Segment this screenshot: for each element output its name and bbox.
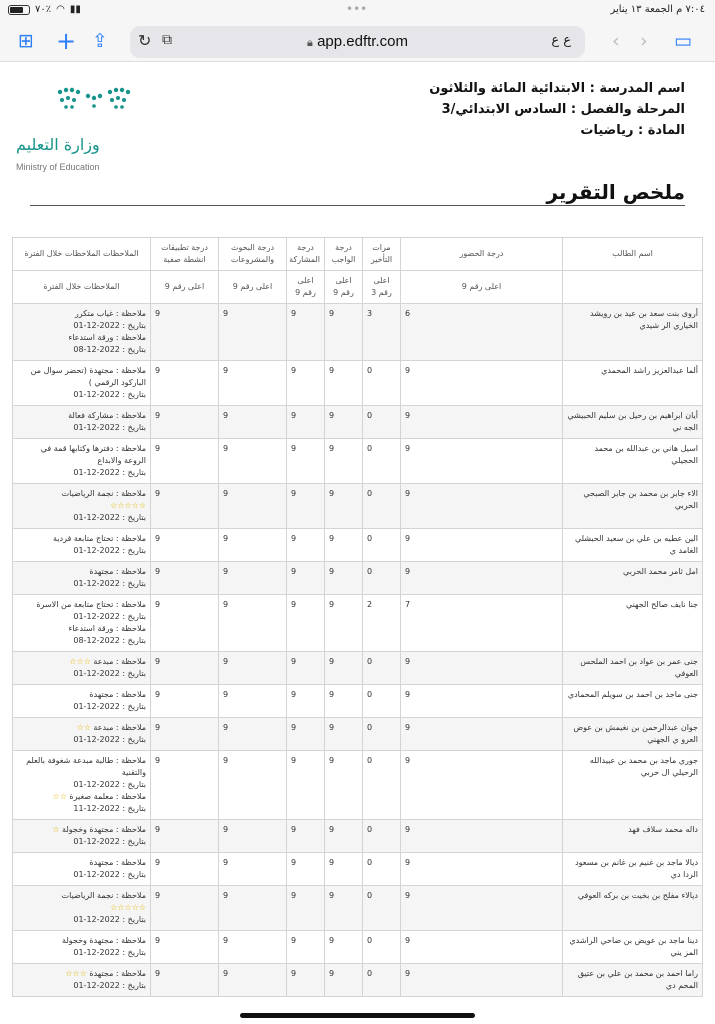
back-icon[interactable]: ‹ bbox=[612, 30, 620, 52]
forward-icon[interactable]: › bbox=[640, 30, 648, 52]
grade-cell: 9 bbox=[401, 685, 563, 718]
grade-cell: 6 bbox=[401, 304, 563, 361]
grade-cell: 9 bbox=[325, 529, 363, 562]
column-header: درجة البحوث والمشروعات bbox=[219, 238, 287, 271]
title-divider bbox=[30, 205, 685, 206]
grade-cell: 9 bbox=[287, 886, 325, 931]
notes-cell bbox=[13, 853, 151, 886]
grade-cell: 9 bbox=[401, 562, 563, 595]
grade-cell: 9 bbox=[287, 406, 325, 439]
table-row bbox=[13, 886, 703, 931]
note-line: بتاريخ : 2022-12-01 bbox=[73, 702, 146, 711]
grade-cell: 9 bbox=[325, 595, 363, 652]
grade-cell: 9 bbox=[219, 964, 287, 997]
column-subheader: اعلى رقم 9 bbox=[151, 271, 219, 304]
note-line: ☆☆☆☆☆ bbox=[110, 501, 146, 510]
notes-cell bbox=[13, 685, 151, 718]
column-subheader: اعلى رقم 9 bbox=[325, 271, 363, 304]
table-row bbox=[13, 562, 703, 595]
table-row bbox=[13, 595, 703, 652]
note-line: ملاحظة : ورقة استدعاء bbox=[68, 333, 146, 342]
grade-cell: 9 bbox=[219, 853, 287, 886]
grade-cell: 3 bbox=[363, 304, 401, 361]
grade-cell: 0 bbox=[363, 718, 401, 751]
grade-cell: 9 bbox=[287, 685, 325, 718]
grade-cell: 0 bbox=[363, 931, 401, 964]
grade-cell: 9 bbox=[219, 484, 287, 529]
table-row bbox=[13, 853, 703, 886]
grade-cell: 9 bbox=[401, 361, 563, 406]
grade-cell: 9 bbox=[219, 529, 287, 562]
grade-cell: 9 bbox=[287, 853, 325, 886]
grade-cell: 9 bbox=[401, 484, 563, 529]
student-name-cell: جوري ماجد بن محمد بن عبيدالله الرحيلي ال حربي bbox=[563, 751, 703, 820]
table-row bbox=[13, 439, 703, 484]
notes-cell bbox=[13, 886, 151, 931]
grade-cell: 9 bbox=[219, 931, 287, 964]
sidebar-icon[interactable]: ▭ bbox=[674, 30, 692, 52]
grade-cell: 0 bbox=[363, 751, 401, 820]
grade-cell: 9 bbox=[401, 718, 563, 751]
note-line: بتاريخ : 2022-12-11 bbox=[73, 804, 146, 813]
note-line: ملاحظة : مجتهدة bbox=[89, 567, 146, 576]
grade-cell: 9 bbox=[401, 751, 563, 820]
grade-cell: 9 bbox=[151, 886, 219, 931]
note-line: بتاريخ : 2022-12-08 bbox=[73, 636, 146, 645]
reader-button[interactable]: ع ع bbox=[551, 33, 571, 48]
lock-icon: 🔒︎ bbox=[307, 37, 313, 49]
grade-cell: 9 bbox=[151, 529, 219, 562]
notes-cell bbox=[13, 439, 151, 484]
note-line: بتاريخ : 2022-12-01 bbox=[73, 780, 146, 789]
grade-cell: 9 bbox=[287, 718, 325, 751]
extension-icon[interactable]: ⧉ bbox=[162, 32, 172, 48]
grade-cell: 0 bbox=[363, 361, 401, 406]
grade-cell: 9 bbox=[151, 820, 219, 853]
grade-cell: 9 bbox=[219, 562, 287, 595]
grade-cell: 9 bbox=[151, 718, 219, 751]
student-name-cell: داله محمد سلاف فهد bbox=[563, 820, 703, 853]
note-line: ملاحظة : معلمة صغيرة ☆☆ bbox=[52, 792, 146, 801]
note-line: ملاحظة : نجمة الرياضيات bbox=[61, 489, 146, 498]
grade-cell: 9 bbox=[325, 484, 363, 529]
notes-cell bbox=[13, 484, 151, 529]
grade-cell: 9 bbox=[287, 529, 325, 562]
grade-cell: 9 bbox=[151, 304, 219, 361]
notes-cell bbox=[13, 931, 151, 964]
notes-cell bbox=[13, 361, 151, 406]
grade-cell: 0 bbox=[363, 562, 401, 595]
address-bar[interactable] bbox=[130, 26, 585, 58]
grade-cell: 0 bbox=[363, 685, 401, 718]
wifi-icon: ◠ bbox=[56, 4, 65, 15]
logo-english-text: Ministry of Education bbox=[16, 162, 100, 172]
multitask-dots-icon[interactable]: ••• bbox=[346, 2, 368, 16]
note-line: ملاحظة : دفترها وكتابها قمة في الروعة والابداع bbox=[40, 444, 146, 465]
report-title: ملخص التقرير bbox=[546, 180, 685, 204]
grade-cell: 9 bbox=[287, 595, 325, 652]
grade-cell: 9 bbox=[287, 964, 325, 997]
grade-cell: 9 bbox=[151, 361, 219, 406]
note-line: بتاريخ : 2022-12-01 bbox=[73, 870, 146, 879]
table-row bbox=[13, 685, 703, 718]
grade-cell: 9 bbox=[401, 886, 563, 931]
grade-cell: 9 bbox=[401, 853, 563, 886]
share-icon[interactable]: ⇪ bbox=[92, 30, 108, 52]
student-name-cell: الاء جابر بن محمد بن جابر الصبحي الحربي bbox=[563, 484, 703, 529]
class-name: المرحلة والفصل : السادس الابتدائي/3 bbox=[441, 102, 685, 117]
column-header: درجة المشاركة bbox=[287, 238, 325, 271]
table-subheader-row bbox=[13, 271, 703, 304]
grade-cell: 9 bbox=[219, 886, 287, 931]
note-line: بتاريخ : 2022-12-01 bbox=[73, 837, 146, 846]
grade-cell: 9 bbox=[151, 406, 219, 439]
grade-cell: 9 bbox=[287, 562, 325, 595]
grade-cell: 9 bbox=[401, 529, 563, 562]
note-line: ملاحظة : تحتاج متابعة فردية bbox=[53, 534, 146, 543]
grade-cell: 9 bbox=[287, 820, 325, 853]
grade-cell: 9 bbox=[219, 820, 287, 853]
grade-cell: 9 bbox=[287, 484, 325, 529]
grade-cell: 9 bbox=[325, 820, 363, 853]
student-name-cell: راما احمد بن محمد بن علي بن عتيق المحم دي bbox=[563, 964, 703, 997]
grade-cell: 9 bbox=[219, 718, 287, 751]
student-name-cell: جنى ماجد بن احمد بن سويلم المحمادي bbox=[563, 685, 703, 718]
grade-cell: 9 bbox=[219, 685, 287, 718]
note-line: بتاريخ : 2022-12-01 bbox=[73, 669, 146, 678]
table-header-row bbox=[13, 238, 703, 271]
note-line: ملاحظة : مجتهدة bbox=[89, 690, 146, 699]
student-name-cell: اسيل هاني بن عبدالله بن محمد الحجيلي bbox=[563, 439, 703, 484]
note-line: بتاريخ : 2022-12-01 bbox=[73, 546, 146, 555]
table-row bbox=[13, 361, 703, 406]
table-row bbox=[13, 751, 703, 820]
note-line: بتاريخ : 2022-12-01 bbox=[73, 948, 146, 957]
grade-cell: 9 bbox=[151, 652, 219, 685]
grade-cell: 9 bbox=[151, 751, 219, 820]
grade-cell: 9 bbox=[401, 406, 563, 439]
table-row bbox=[13, 406, 703, 439]
grade-cell: 9 bbox=[287, 439, 325, 484]
notes-cell bbox=[13, 964, 151, 997]
student-name-cell: أيان ابراهيم بن رحيل بن سليم الحبيشي الجه ني bbox=[563, 406, 703, 439]
student-name-cell: امل ثامر محمد الحربي bbox=[563, 562, 703, 595]
grade-cell: 9 bbox=[219, 361, 287, 406]
grade-cell: 9 bbox=[219, 439, 287, 484]
notes-cell bbox=[13, 652, 151, 685]
note-line: بتاريخ : 2022-12-01 bbox=[73, 579, 146, 588]
column-header: درجة الحضور bbox=[401, 238, 563, 271]
grade-cell: 0 bbox=[363, 964, 401, 997]
grade-cell: 0 bbox=[363, 406, 401, 439]
table-row bbox=[13, 964, 703, 997]
grade-cell: 0 bbox=[363, 853, 401, 886]
student-name-cell: دينا ماجد بن عويض بن ضاحي الراشدي المز يني bbox=[563, 931, 703, 964]
table-row bbox=[13, 304, 703, 361]
new-tab-icon[interactable]: + bbox=[56, 27, 77, 55]
grade-cell: 9 bbox=[325, 304, 363, 361]
grade-cell: 9 bbox=[151, 439, 219, 484]
grade-cell: 9 bbox=[325, 886, 363, 931]
table-row bbox=[13, 931, 703, 964]
grade-cell: 9 bbox=[219, 304, 287, 361]
logo-arabic-text: وزارة التعليم bbox=[16, 135, 100, 154]
grade-cell: 9 bbox=[325, 718, 363, 751]
grade-cell: 9 bbox=[287, 652, 325, 685]
table-body bbox=[13, 304, 703, 997]
student-name-cell: أروى بنت سعد بن عيد بن رويشد الخياري الر شيدي bbox=[563, 304, 703, 361]
note-line: ملاحظة : مجتهدة ☆☆☆ bbox=[65, 969, 146, 978]
grade-cell: 9 bbox=[325, 931, 363, 964]
grade-cell: 9 bbox=[325, 751, 363, 820]
note-line: ملاحظة : مجتهدة وخجولة ☆ bbox=[52, 825, 146, 834]
note-line: بتاريخ : 2022-12-01 bbox=[73, 915, 146, 924]
column-subheader: اعلى رقم 3 bbox=[363, 271, 401, 304]
grade-cell: 9 bbox=[325, 652, 363, 685]
grade-cell: 0 bbox=[363, 820, 401, 853]
grade-cell: 9 bbox=[325, 361, 363, 406]
status-time: ٧:٠٤ م الجمعة ١٣ يناير bbox=[610, 4, 705, 15]
note-line: بتاريخ : 2022-12-01 bbox=[73, 423, 146, 432]
grade-cell: 9 bbox=[151, 562, 219, 595]
note-line: ملاحظة : مبدعة ☆☆☆ bbox=[69, 657, 146, 666]
status-left bbox=[8, 4, 81, 15]
table-row bbox=[13, 652, 703, 685]
notes-cell bbox=[13, 820, 151, 853]
grade-cell: 9 bbox=[401, 931, 563, 964]
school-info bbox=[429, 78, 685, 141]
grade-cell: 9 bbox=[151, 964, 219, 997]
reload-icon[interactable]: ↻ bbox=[138, 31, 152, 50]
note-line: بتاريخ : 2022-12-08 bbox=[73, 345, 146, 354]
logo-dots-icon bbox=[54, 82, 144, 112]
grade-cell: 2 bbox=[363, 595, 401, 652]
grade-cell: 9 bbox=[325, 685, 363, 718]
signal-icon: ▮▮ bbox=[69, 4, 81, 15]
notes-cell bbox=[13, 406, 151, 439]
grade-cell: 9 bbox=[219, 406, 287, 439]
grade-cell: 9 bbox=[287, 361, 325, 406]
grade-cell: 0 bbox=[363, 886, 401, 931]
grade-cell: 0 bbox=[363, 484, 401, 529]
note-line: ملاحظة : مجتهدة (تحضر سوال من الباركود الرقمي ) bbox=[30, 366, 146, 387]
subject-name: المادة : رياضيات bbox=[580, 123, 685, 138]
battery-icon bbox=[8, 5, 30, 15]
grade-cell: 9 bbox=[325, 406, 363, 439]
notes-cell bbox=[13, 562, 151, 595]
grade-cell: 9 bbox=[401, 964, 563, 997]
note-line: بتاريخ : 2022-12-01 bbox=[73, 513, 146, 522]
grade-cell: 0 bbox=[363, 652, 401, 685]
column-subheader bbox=[563, 271, 703, 304]
student-name-cell: جوان عبدالرحمن بن نغيمش بن عوض العرو ي الجهني bbox=[563, 718, 703, 751]
note-line: بتاريخ : 2022-12-01 bbox=[73, 390, 146, 399]
student-name-cell: ألما عبدالعزيز راشد المحمدي bbox=[563, 361, 703, 406]
note-line: بتاريخ : 2022-12-01 bbox=[73, 321, 146, 330]
grade-cell: 9 bbox=[151, 931, 219, 964]
note-line: بتاريخ : 2022-12-01 bbox=[73, 612, 146, 621]
note-line: ملاحظة : مجتهدة bbox=[89, 858, 146, 867]
report-table bbox=[12, 237, 703, 997]
student-name-cell: ديالاء مفلح بن بخيت بن بركه العوفي bbox=[563, 886, 703, 931]
grade-cell: 9 bbox=[325, 562, 363, 595]
student-name-cell: جنى عمر بن عواد بن احمد الملحس العوفي bbox=[563, 652, 703, 685]
grade-cell: 9 bbox=[401, 439, 563, 484]
grade-cell: 9 bbox=[219, 595, 287, 652]
student-name-cell: الين عطيه بن علي بن سعيد الحبشلي الغامد ي bbox=[563, 529, 703, 562]
column-header: درجة الواجب bbox=[325, 238, 363, 271]
column-subheader: اعلى رقم 9 bbox=[287, 271, 325, 304]
grade-cell: 9 bbox=[151, 595, 219, 652]
grade-cell: 9 bbox=[325, 853, 363, 886]
grade-cell: 9 bbox=[325, 964, 363, 997]
grade-cell: 9 bbox=[287, 931, 325, 964]
home-indicator[interactable] bbox=[240, 1013, 475, 1018]
table-row bbox=[13, 820, 703, 853]
note-line: ملاحظة : مشاركة فعالة bbox=[68, 411, 146, 420]
notes-cell bbox=[13, 304, 151, 361]
note-line: بتاريخ : 2022-12-01 bbox=[73, 468, 146, 477]
note-line: ☆☆☆☆☆ bbox=[110, 903, 146, 912]
notes-cell bbox=[13, 595, 151, 652]
browser-toolbar bbox=[0, 22, 715, 62]
note-line: ملاحظة : مجتهدة وخجولة bbox=[62, 936, 146, 945]
notes-cell bbox=[13, 718, 151, 751]
student-name-cell: ديالا ماجد بن غنيم بن غانم بن مسعود الردا دي bbox=[563, 853, 703, 886]
student-name-cell: جنا نايف صالح الجهني bbox=[563, 595, 703, 652]
table-row bbox=[13, 529, 703, 562]
url-text: app.edftr.com bbox=[317, 33, 408, 50]
note-line: ملاحظة : غياب متكرر bbox=[74, 309, 146, 318]
note-line: ملاحظة : طالبة مبدعة شغوفة بالعلم والتقنية bbox=[26, 756, 146, 777]
battery-percent: ٧٠٪ bbox=[35, 4, 52, 15]
ministry-logo bbox=[16, 80, 126, 180]
notes-cell bbox=[13, 751, 151, 820]
note-line: ملاحظة : نجمة الرياضيات bbox=[61, 891, 146, 900]
table-row bbox=[13, 484, 703, 529]
column-header: اسم الطالب bbox=[563, 238, 703, 271]
grade-cell: 9 bbox=[401, 652, 563, 685]
grade-cell: 9 bbox=[219, 751, 287, 820]
report-table-container bbox=[12, 237, 702, 997]
grade-cell: 9 bbox=[151, 484, 219, 529]
grade-cell: 9 bbox=[151, 685, 219, 718]
grade-cell: 9 bbox=[151, 853, 219, 886]
grade-cell: 9 bbox=[219, 652, 287, 685]
notes-cell bbox=[13, 529, 151, 562]
grade-cell: 7 bbox=[401, 595, 563, 652]
tabs-grid-icon[interactable]: ⊞ bbox=[18, 30, 34, 52]
column-header: مرات التأخير bbox=[363, 238, 401, 271]
table-row bbox=[13, 718, 703, 751]
note-line: بتاريخ : 2022-12-01 bbox=[73, 981, 146, 990]
grade-cell: 9 bbox=[325, 439, 363, 484]
grade-cell: 9 bbox=[287, 751, 325, 820]
column-header: الملاحظات الملاحظات خلال الفترة bbox=[13, 238, 151, 271]
grade-cell: 9 bbox=[401, 820, 563, 853]
column-subheader: الملاحظات خلال الفترة bbox=[13, 271, 151, 304]
note-line: ملاحظة : مبدعة ☆☆ bbox=[76, 723, 146, 732]
grade-cell: 0 bbox=[363, 439, 401, 484]
column-subheader: اعلى رقم 9 bbox=[401, 271, 563, 304]
note-line: ملاحظة : ورقة استدعاء bbox=[68, 624, 146, 633]
grade-cell: 0 bbox=[363, 529, 401, 562]
school-name: اسم المدرسة : الابتدائية المائة والثلاثون bbox=[429, 81, 685, 96]
note-line: ملاحظة : تحتاج متابعة من الاسرة bbox=[36, 600, 146, 609]
status-bar bbox=[0, 0, 715, 22]
column-subheader: اعلى رقم 9 bbox=[219, 271, 287, 304]
column-header: درجة تطبيقات انشطة صفية bbox=[151, 238, 219, 271]
note-line: بتاريخ : 2022-12-01 bbox=[73, 735, 146, 744]
grade-cell: 9 bbox=[287, 304, 325, 361]
